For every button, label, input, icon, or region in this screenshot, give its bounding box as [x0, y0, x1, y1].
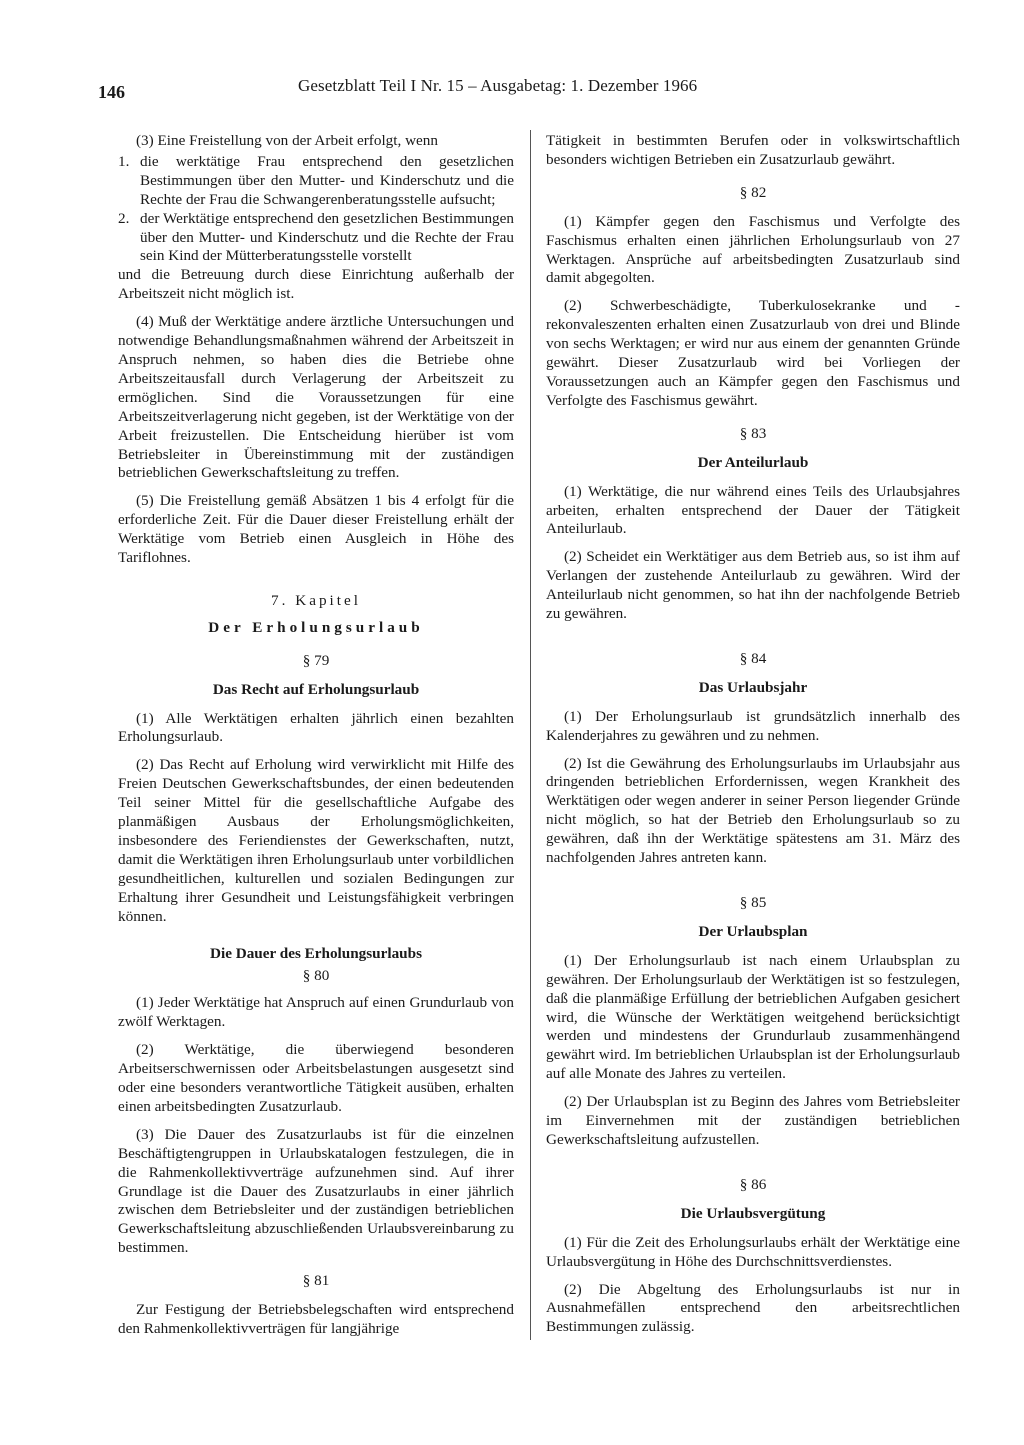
paragraph: (2) Der Urlaubsplan ist zu Beginn des Jahres vom Betriebsleiter im Einvernehmen mit der zuständigen betrieblichen Gewerkschaftsleitung aufzustellen.: [546, 1093, 960, 1148]
paragraph: (2) Schwerbeschädigte, Tuberkulosekranke und -rekonvaleszenten erhalten einen Zusatzurlaub von drei und Blinde von sechs Werktagen; er wird nur aus einem der genannten Gründe gewährt. Dieser Zusatzurlaub wird bei Vorliegen der Voraussetzungen auch an Kämpfer gegen den Faschismus und Verfolgte des Faschismus gewährt.: [546, 297, 960, 409]
paragraph: (2) Scheidet ein Werktätiger aus dem Betrieb aus, so ist ihm auf Verlangen der zustehende Anteilurlaub zu gewähren. Wird der Anteilurlaub nicht genommen, so hat ihn der nachfolgende Betrieb zu gewähren.: [546, 548, 960, 623]
paragraph: (2) Werktätige, die überwiegend besonderen Arbeitserschwernissen oder Arbeitsbelastungen ausgesetzt sind oder eine besonders verantwortliche Tätigkeit ausüben, erhalten einen arbeitsbedingten Zusatzurlaub.: [118, 1041, 514, 1115]
section-title: Das Urlaubsjahr: [698, 678, 808, 696]
list-number: 1.: [118, 152, 130, 170]
paragraph: und die Betreuung durch diese Einrichtung außerhalb der Arbeitszeit nicht möglich ist.: [118, 266, 514, 303]
section-number: § 83: [739, 424, 767, 442]
paragraph: Tätigkeit in bestimmten Berufen oder in volkswirtschaftlich besonders wichtigen Betrieben ein Zusatzurlaub gewährt.: [546, 132, 960, 168]
paragraph: (1) Jeder Werktätige hat Anspruch auf einen Grundurlaub von zwölf Werktagen.: [118, 994, 514, 1031]
paragraph: (3) Eine Freistellung von der Arbeit erfolgt, wenn: [136, 132, 438, 149]
list-item: [118, 210, 514, 267]
paragraph: (2) Die Abgeltung des Erholungsurlaubs ist nur in Ausnahmefällen entsprechend den arbeitsrechtlichen Bestimmungen zulässig.: [546, 1280, 960, 1336]
right-column: [546, 132, 960, 1346]
page-number: 146: [98, 82, 125, 102]
section-title: Die Urlaubsvergütung: [680, 1204, 826, 1222]
list-text: die werktätige Frau entsprechend den gesetzlichen Bestimmungen über den Mutter- und Kinderschutz und die Rechte der Frau die Schwangerenberatungsstelle aufsucht;: [140, 152, 514, 208]
paragraph: Zur Festigung der Betriebsbelegschaften wird entsprechend den Rahmenkollektivverträgen für langjährige: [118, 1301, 514, 1337]
chapter-title: Der Erholungsurlaub: [208, 618, 424, 636]
paragraph: (5) Die Freistellung gemäß Absätzen 1 bis 4 erfolgt für die erforderliche Zeit. Für die Dauer dieser Freistellung erhält der Werktätige vom Betrieb einen Ausgleich in Höhe des Tariflohnes.: [118, 492, 514, 567]
section-number: § 85: [739, 894, 767, 911]
paragraph: (1) Werktätige, die nur während eines Teils des Urlaubsjahres arbeiten, erhalten entsprechend der Dauer der Tätigkeit Anteilurlaub.: [546, 482, 960, 538]
section-title: Der Urlaubsplan: [698, 922, 808, 940]
section-title: Das Recht auf Erholungsurlaub: [212, 680, 420, 698]
paragraph: (1) Alle Werktätigen erhalten jährlich einen bezahlten Erholungsurlaub.: [118, 709, 514, 746]
section-number: § 84: [739, 649, 767, 667]
column-divider: [530, 130, 531, 1340]
list-number: 2.: [118, 209, 130, 227]
list-text: der Werktätige entsprechend den gesetzlichen Bestimmungen über den Mutter- und Kinderschutz und die Rechte der Frau sein Kind der Mütterberatungsstelle vorstellt: [140, 209, 514, 265]
paragraph: (3) Die Dauer des Zusatzurlaubs ist für die einzelnen Beschäftigtengruppen in Urlaubskatalogen festzulegen, die in die Rahmenkollektivverträge aufzunehmen sind. Auf ihrer Grundlage ist die Dauer des Zusatzurlaubs in einer jährlich zwischen dem Betriebsleiter und der zuständigen betrieblichen Gewerkschaftsleitung abzuschließenden Urlaubsvereinbarung zu bestimmen.: [118, 1125, 514, 1257]
section-number: § 86: [739, 1175, 767, 1193]
list-item: [118, 153, 514, 210]
running-head: Gesetzblatt Teil I Nr. 15 – Ausgabetag: 1. Dezember 1966: [298, 76, 698, 95]
section-number: § 80: [302, 967, 330, 985]
paragraph: (1) Kämpfer gegen den Faschismus und Verfolgte des Faschismus erhalten einen jährlichen Erholungsurlaub von 27 Werktagen. Ansprüche auf arbeitsbedingten Zusatzurlaub sind damit abgegolten.: [546, 212, 960, 287]
section-number: § 79: [302, 651, 330, 669]
paragraph: (1) Der Erholungsurlaub ist nach einem Urlaubsplan zu gewähren. Der Erholungsurlaub der Werktätigen ist so festzulegen, daß die planmäßige Erfüllung der betrieblichen Aufgaben gesichert wird, die Wünsche der Werktätigen weitgehend berücksichtigt werden und mindestens der Grundurlaub zusammenhängend gewährt wird. Im betrieblichen Urlaubsplan ist der Erholungsurlaub auf alle Monate des Jahres zu verteilen.: [546, 951, 960, 1083]
left-column: [118, 132, 514, 1348]
subheading: Die Dauer des Erholungsurlaubs: [210, 944, 422, 962]
paragraph: (1) Für die Zeit des Erholungsurlaubs erhält der Werktätige eine Urlaubsvergütung in Höhe des Durchschnittsverdienstes.: [546, 1233, 960, 1270]
paragraph: (2) Ist die Gewährung des Erholungsurlaubs im Urlaubsjahr aus dringenden betrieblichen Erfordernissen, wegen Krankheit des Werktätigen oder wegen anderer in seiner Person liegender Gründe nicht möglich, so hat der Betrieb den Erholungsurlaub so zu gewähren, daß ihn der Werktätige spätestens am 31. März des nachfolgenden Jahres antreten kann.: [546, 754, 960, 867]
section-title: Der Anteilurlaub: [697, 453, 809, 471]
page-header: [0, 74, 1024, 104]
paragraph: (1) Der Erholungsurlaub ist grundsätzlich innerhalb des Kalenderjahres zu gewähren und zu nehmen.: [546, 707, 960, 744]
paragraph: (4) Muß der Werktätige andere ärztliche Untersuchungen und notwendige Behandlungsmaßnahmen während der Arbeitszeit in Anspruch nehmen, so haben dies die Betriebe ohne Arbeitszeitausfall durch Verlagerung der Arbeitszeit zu ermöglichen. Sind die Voraussetzungen für eine Arbeitszeitverlagerung nicht gegeben, ist der Werktätige von der Arbeit freizustellen. Die Entscheidung hierüber ist vom Betriebsleiter in Übereinstimmung mit der zuständigen betrieblichen Gewerkschaftsleitung zu treffen.: [118, 313, 514, 482]
section-number: § 81: [302, 1272, 330, 1290]
paragraph: (2) Das Recht auf Erholung wird verwirklicht mit Hilfe des Freien Deutschen Gewerkschaftsbundes, der einen bedeutenden Teil seiner Mittel für die gesellschaftliche Aufgabe des planmäßigen Ausbaus der Erholungsmöglichkeiten, insbesondere des Feriendienstes der Gewerkschaften, nutzt, damit die Werktätigen ihren Erholungsurlaub unter vorbildlichen gesundheitlichen, kulturellen und sozialen Bedingungen zur Erhaltung ihrer Gesundheit und Leistungsfähigkeit verbringen können.: [118, 756, 514, 925]
section-number: § 82: [739, 183, 767, 201]
chapter-label: 7. Kapitel: [271, 591, 361, 609]
